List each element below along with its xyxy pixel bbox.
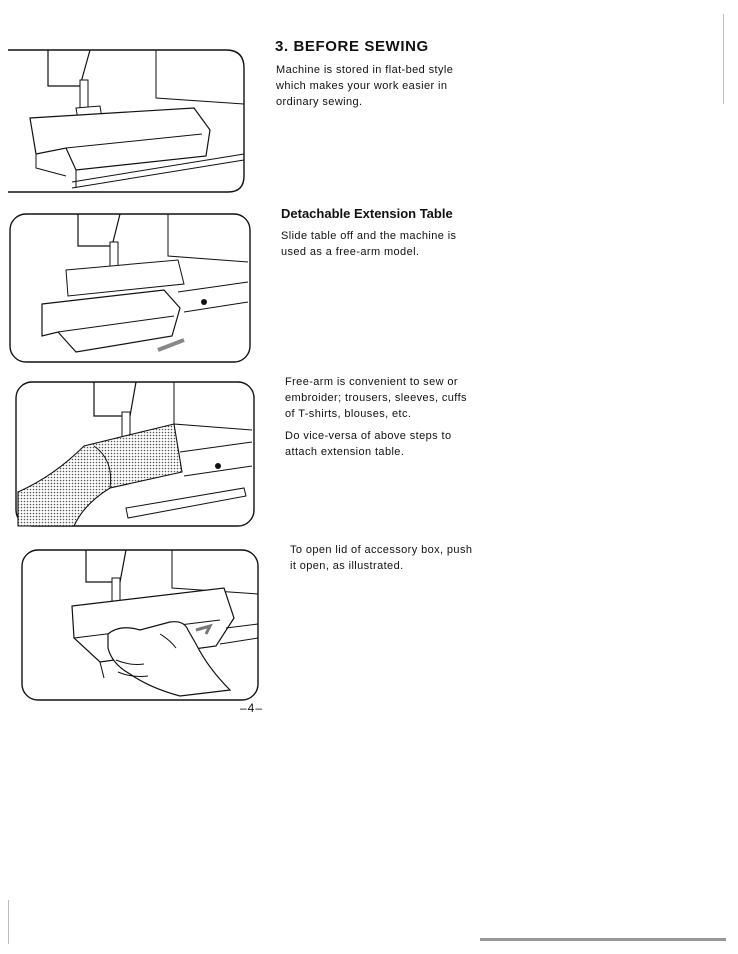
flat-bed-illustration	[6, 46, 248, 198]
accessory-box-text: To open lid of accessory box, push it open, as illustrated.	[290, 544, 473, 572]
vice-versa-text: Do vice-versa of above steps to attach extension table.	[285, 430, 452, 458]
bottom-edge-mark	[480, 938, 726, 941]
intro-text: Machine is stored in flat-bed style which makes your work easier in ordinary sewing.	[276, 64, 454, 108]
free-arm-text: Free-arm is convenient to sew or embroider; trousers, sleeves, cuffs of T-shirts, blouses, etc.	[285, 376, 467, 420]
figure-slide-table	[8, 212, 254, 366]
extension-table-title: Detachable Extension Table	[281, 206, 453, 221]
figure-free-arm	[14, 380, 258, 530]
page-number: –4–	[240, 701, 264, 715]
section-title: 3. BEFORE SEWING	[275, 38, 429, 55]
extension-table-text: Slide table off and the machine is used as a free-arm model.	[281, 230, 457, 258]
left-edge-mark	[8, 900, 9, 944]
slide-table-illustration	[8, 212, 254, 366]
right-edge-mark	[723, 14, 724, 104]
figure-accessory-box	[20, 548, 262, 704]
accessory-box-illustration	[20, 548, 262, 704]
figure-flat-bed	[6, 46, 248, 198]
free-arm-illustration	[14, 380, 258, 530]
